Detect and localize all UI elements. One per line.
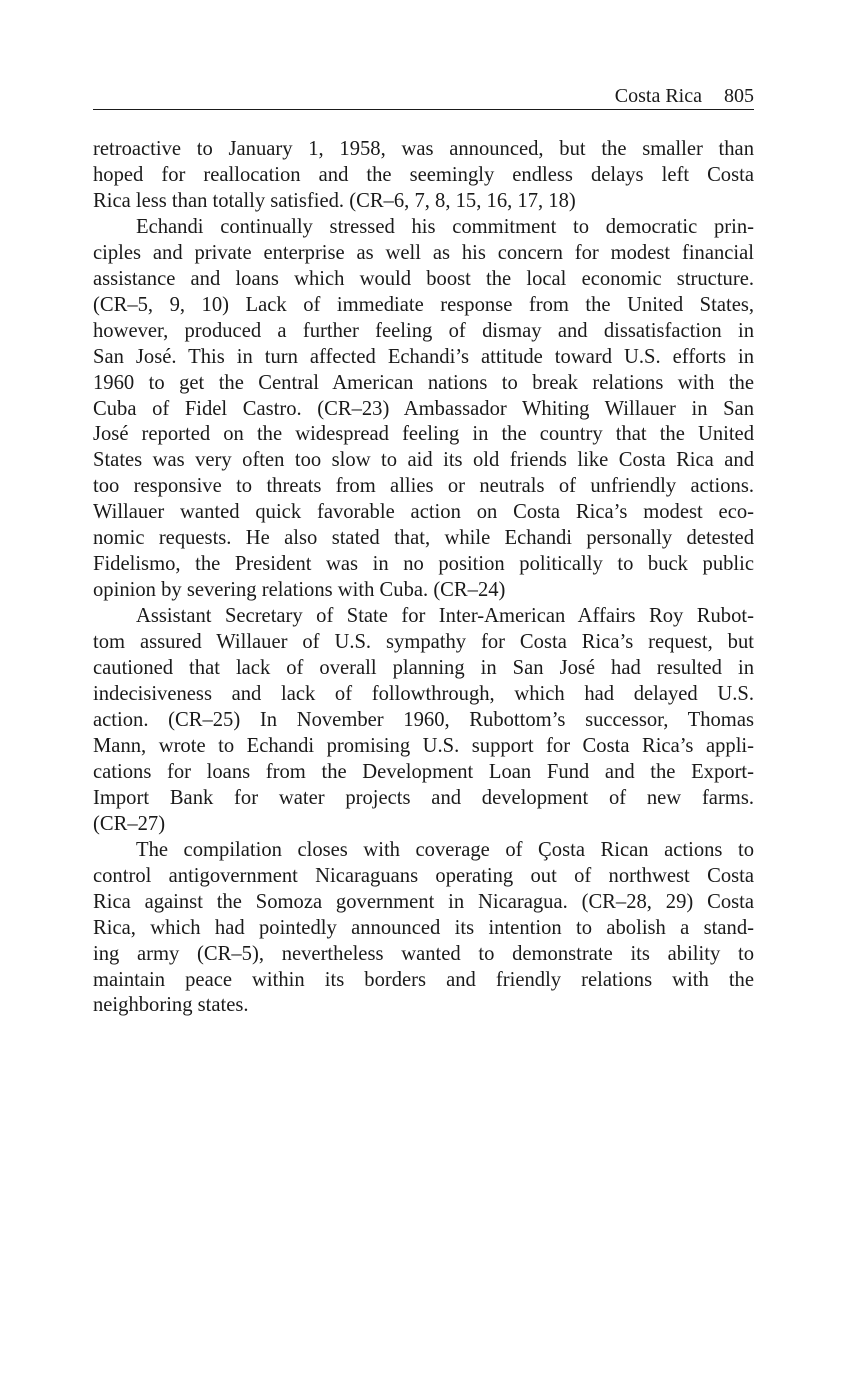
text-line: ing army (CR–5), nevertheless wanted to demonstrate its ability to: [93, 942, 754, 965]
text-line: cations for loans from the Development Loan Fund and the Export-: [93, 760, 754, 783]
text-line: tom assured Willauer of U.S. sympathy for Costa Rica’s request, but: [93, 631, 754, 654]
page-number: 805: [724, 85, 754, 107]
paragraph: [93, 215, 754, 604]
text-line: Fidelismo, the President was in no position politically to buck public: [93, 553, 754, 576]
text-line: opinion by severing relations with Cuba. (CR–24): [93, 579, 506, 602]
running-header-title: Costa Rica: [614, 85, 702, 107]
text-line: 1960 to get the Central American nations to break relations with the: [93, 371, 754, 394]
body-text: [93, 137, 754, 1019]
text-line: Cuba of Fidel Castro. (CR–23) Ambassador Whiting Willauer in San: [93, 397, 754, 420]
text-line: maintain peace within its borders and friendly relations with the: [93, 968, 754, 991]
text-line: assistance and loans which would boost the local economic structure.: [93, 267, 754, 290]
text-line: ciples and private enterprise as well as his concern for modest financial: [93, 241, 754, 264]
text-line: San José. This in turn affected Echandi’s attitude toward U.S. efforts in: [93, 345, 754, 368]
text-line: The compilation closes with coverage of Çosta Rican actions to: [136, 838, 754, 861]
paragraph: [93, 137, 754, 215]
text-line: neighboring states.: [93, 994, 249, 1017]
text-line: cautioned that lack of overall planning in San José had resulted in: [93, 657, 754, 680]
paragraph: [93, 604, 754, 838]
text-line: States was very often too slow to aid its old friends like Costa Rica and: [93, 449, 754, 472]
text-line: Mann, wrote to Echandi promising U.S. support for Costa Rica’s appli-: [93, 734, 754, 757]
text-line: (CR–5, 9, 10) Lack of immediate response from the United States,: [93, 293, 754, 316]
text-line: Import Bank for water projects and development of new farms.: [93, 786, 754, 809]
text-line: hoped for reallocation and the seemingly endless delays left Costa: [93, 163, 754, 186]
paragraph: [93, 838, 754, 1020]
text-line: José reported on the widespread feeling in the country that the United: [93, 423, 754, 446]
text-line: Rica, which had pointedly announced its intention to abolish a stand-: [93, 916, 754, 939]
running-header: [93, 84, 754, 110]
text-line: (CR–27): [93, 812, 166, 835]
text-line: Rica less than totally satisfied. (CR–6, 7, 8, 15, 16, 17, 18): [93, 189, 576, 212]
text-line: too responsive to threats from allies or neutrals of unfriendly actions.: [93, 475, 754, 498]
text-line: however, produced a further feeling of dismay and dissatisfaction in: [93, 319, 754, 342]
text-line: indecisiveness and lack of followthrough, which had delayed U.S.: [93, 683, 754, 706]
text-line: action. (CR–25) In November 1960, Rubottom’s successor, Thomas: [93, 708, 754, 731]
text-line: nomic requests. He also stated that, while Echandi personally detested: [93, 527, 754, 550]
text-line: control antigovernment Nicaraguans operating out of northwest Costa: [93, 864, 754, 887]
text-line: Assistant Secretary of State for Inter-American Affairs Roy Rubot-: [136, 605, 754, 628]
text-line: Willauer wanted quick favorable action on Costa Rica’s modest eco-: [93, 501, 754, 524]
text-line: Echandi continually stressed his commitment to democratic prin-: [136, 215, 754, 238]
text-line: retroactive to January 1, 1958, was announced, but the smaller than: [93, 138, 754, 160]
text-line: Rica against the Somoza government in Nicaragua. (CR–28, 29) Costa: [93, 890, 754, 913]
book-page: [93, 84, 754, 1019]
